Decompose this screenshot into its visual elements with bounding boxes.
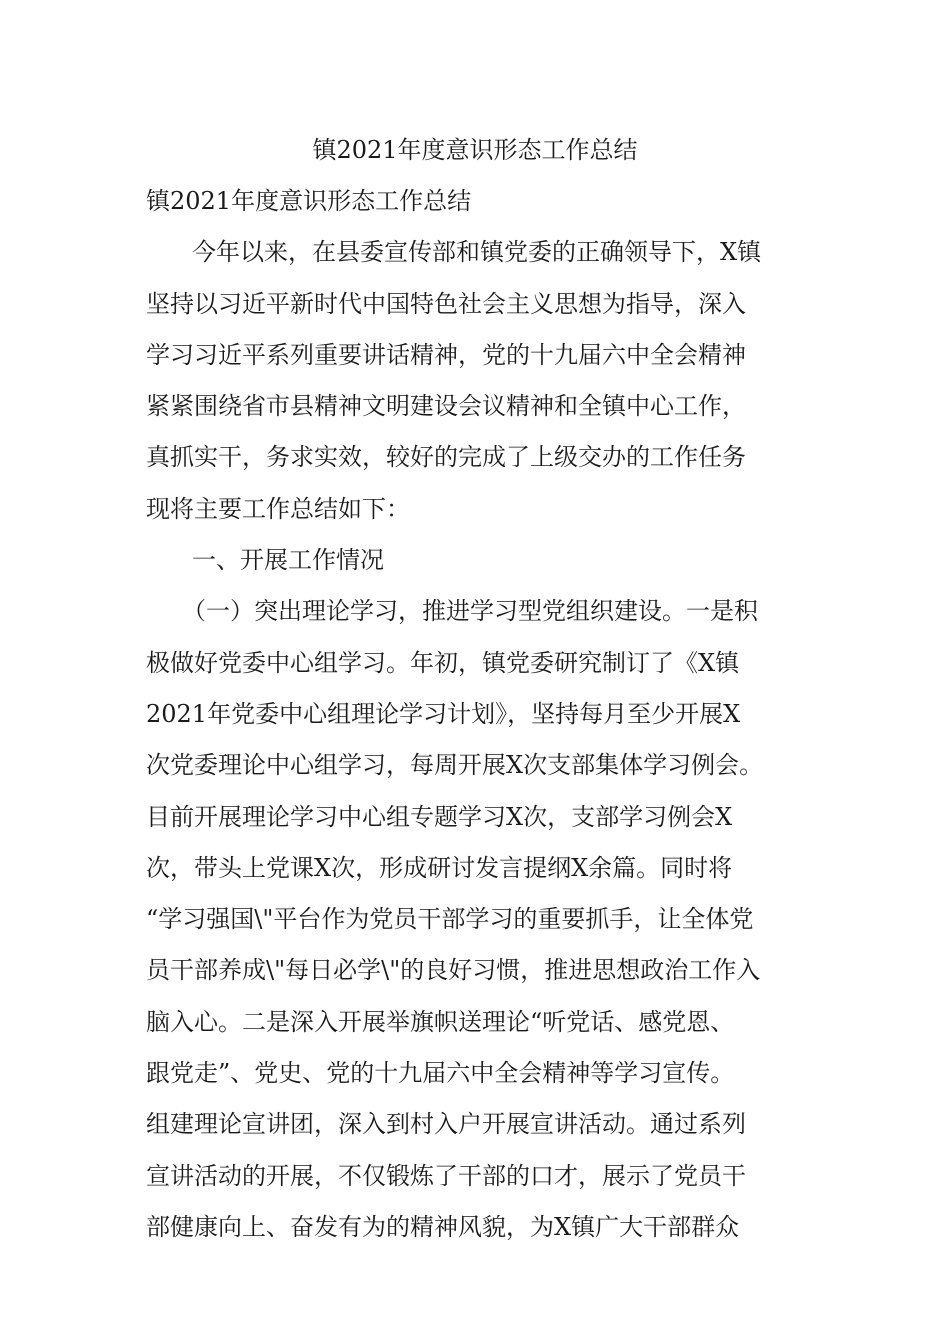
document-body — [146, 184, 826, 1261]
paragraph-line: 组建理论宣讲团，深入到村入户开展宣讲活动。通过系列 — [146, 1110, 746, 1139]
paragraph-line: “学习强国\"平台作为党员干部学习的重要抓手，让全体党 — [146, 905, 754, 934]
paragraph-line: 紧紧围绕省市县精神文明建设会议精神和全镇中心工作， — [146, 392, 746, 421]
paragraph-line: 2021年党委中心组理论学习计划》，坚持每月至少开展X — [146, 699, 741, 728]
paragraph-line: 脑入心。二是深入开展举旗帜送理论“听党话、感党恩、 — [146, 1007, 735, 1036]
section-heading: 一、开展工作情况 — [192, 546, 384, 575]
paragraph-line: 次党委理论中心组学习，每周开展X次支部集体学习例会。 — [146, 751, 764, 780]
paragraph-line: 员干部养成\"每日必学\"的良好习惯，推进思想政治工作入 — [146, 956, 761, 985]
subtitle-line: 镇2021年度意识形态工作总结 — [146, 187, 472, 215]
paragraph-line: 跟党走”、党史、党的十九届六中全会精神等学习宣传。 — [146, 1059, 735, 1088]
paragraph-line: 真抓实干，务求实效，较好的完成了上级交办的工作任务 — [146, 443, 746, 472]
paragraph-line: 现将主要工作总结如下： — [146, 494, 410, 523]
paragraph-line: 坚持以习近平新时代中国特色社会主义思想为指导，深入 — [146, 289, 746, 318]
document-title: 镇2021年度意识形态工作总结 — [312, 136, 638, 164]
paragraph-line: 目前开展理论学习中心组专题学习X次，支部学习例会X — [146, 802, 733, 831]
paragraph-line: 今年以来，在县委宣传部和镇党委的正确领导下，X镇 — [192, 238, 762, 267]
paragraph-line: 宣讲活动的开展，不仅锻炼了干部的口才，展示了党员干 — [146, 1161, 746, 1190]
paragraph-line: （一）突出理论学习，推进学习型党组织建设。一是积 — [182, 597, 758, 626]
paragraph-line: 次，带头上党课X次，形成研讨发言提纲X余篇。同时将 — [146, 853, 733, 882]
paragraph-line: 极做好党委中心组学习。年初，镇党委研究制订了《X镇 — [146, 648, 740, 677]
paragraph-line: 学习习近平系列重要讲话精神，党的十九届六中全会精神 — [146, 340, 746, 369]
paragraph-line: 部健康向上、奋发有为的精神风貌，为X镇广大干部群众 — [146, 1212, 740, 1241]
